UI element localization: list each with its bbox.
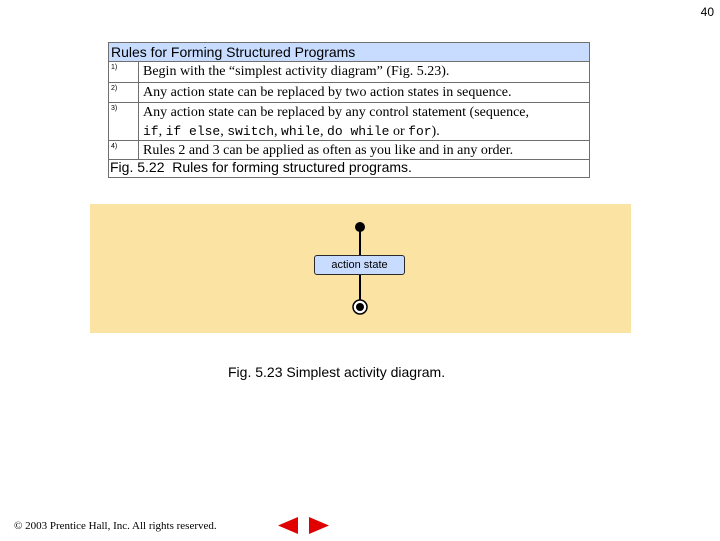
caption-text: Rules for forming structured programs.	[172, 159, 412, 175]
action-state-box: action state	[314, 255, 405, 275]
separator: ,	[274, 124, 282, 139]
activity-diagram	[90, 204, 631, 333]
rule-text: Rules 2 and 3 can be applied as often as you like and in any order.	[143, 143, 514, 158]
rule-row	[109, 83, 589, 103]
separator: ).	[431, 124, 440, 139]
rule-number: 4)	[109, 141, 139, 159]
code-keyword: for	[408, 124, 432, 139]
next-slide-button[interactable]	[306, 515, 331, 536]
code-keyword: while	[281, 124, 321, 139]
initial-state-icon	[355, 222, 365, 232]
caption-label: Fig. 5.22	[110, 159, 165, 175]
previous-slide-button[interactable]	[276, 515, 301, 536]
rule-number: 1)	[109, 62, 139, 82]
code-keyword: do while	[327, 124, 390, 139]
rule-text-line: Any action state can be replaced by any control statement (sequence,	[143, 105, 530, 120]
code-keyword: if	[143, 124, 159, 139]
page-number: 40	[700, 5, 714, 19]
figure-caption: Fig. 5.23 Simplest activity diagram.	[228, 364, 446, 380]
separator: or	[389, 124, 409, 139]
rule-text	[143, 103, 587, 141]
rule-row	[109, 62, 589, 83]
copyright-notice: © 2003 Prentice Hall, Inc. All rights reserved.	[14, 520, 217, 532]
separator: ,	[320, 124, 328, 139]
left-triangle-icon	[276, 515, 301, 536]
rules-table-header: Rules for Forming Structured Programs	[109, 43, 589, 62]
separator: ,	[220, 124, 228, 139]
table-caption	[109, 158, 590, 177]
rule-row	[109, 103, 589, 141]
final-state-inner	[356, 303, 364, 311]
right-triangle-icon	[306, 515, 331, 536]
rule-text-line	[143, 122, 587, 141]
separator: ,	[158, 124, 166, 139]
code-keyword: if else	[165, 124, 221, 139]
rules-table	[108, 42, 590, 178]
rule-number: 3)	[109, 103, 139, 140]
rule-text: Begin with the “simplest activity diagram” (Fig. 5.23).	[143, 64, 450, 79]
code-keyword: switch	[227, 124, 275, 139]
rule-text: Any action state can be replaced by two action states in sequence.	[143, 85, 512, 100]
rule-number: 2)	[109, 83, 139, 102]
